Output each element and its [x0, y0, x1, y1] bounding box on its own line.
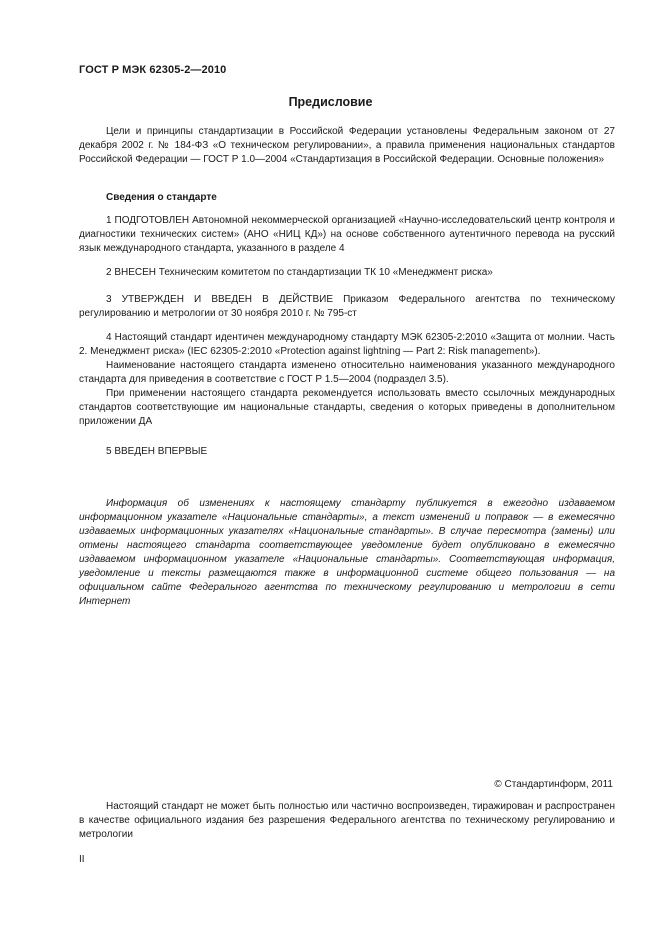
item-3-block	[79, 293, 615, 321]
notice-paragraph: Информация об изменениях к настоящему стандарту публикуется в ежегодно издаваемом информационном указателе «Национальные стандарты», а текст изменений и поправок — в ежемесячно издаваемых информационных указателях «Национальные стандарты». В случае пересмотра (замены) или отмены настоящего стандарта соответствующее уведомление будет опубликовано в ежемесячно издаваемом информационном указателе «Национальные стандарты». Соответствующая информация, уведомление и тексты размещаются также в информационной системе общего пользования — на официальном сайте Федерального агентства по техническому регулированию и метрологии в сети Интернет	[79, 498, 615, 607]
item-3: 3 УТВЕРЖДЕН И ВВЕДЕН В ДЕЙСТВИЕ Приказом Федерального агентства по техническому регулированию и метрологии от 30 ноября 2010 г. № 795-ст	[79, 294, 615, 319]
item-4-block	[79, 331, 615, 429]
item-5-block	[79, 445, 615, 459]
standard-code: ГОСТ Р МЭК 62305-2—2010	[79, 64, 227, 76]
item-1: 1 ПОДГОТОВЛЕН Автономной некоммерческой организацией «Научно-исследовательский центр контроля и диагностики технических систем» (АНО «НИЦ КД») на основе собственного аутентичного перевода на русский язык международного стандарта, указанного в разделе 4	[79, 215, 615, 254]
item-5: 5 ВВЕДЕН ВПЕРВЫЕ	[106, 446, 208, 457]
item-2-block	[79, 266, 615, 280]
item-2: 2 ВНЕСЕН Техническим комитетом по стандартизации ТК 10 «Менеджмент риска»	[106, 267, 493, 278]
page-number: II	[79, 854, 85, 865]
item-1-block	[79, 214, 615, 256]
info-heading: Сведения о стандарте	[106, 192, 217, 203]
item-4: 4 Настоящий стандарт идентичен международному стандарту МЭК 62305-2:2010 «Защита от молнии. Часть 2. Менеджмент риска» (IEC 62305-2:2010 «Protection against lightning — Part 2: Risk management»).	[79, 332, 615, 357]
item-4-application: При применении настоящего стандарта рекомендуется использовать вместо ссылочных международных стандартов соответствующие им национальные стандарты, сведения о которых приведены в дополнительном приложении ДА	[79, 388, 615, 427]
intro-block	[79, 125, 615, 167]
intro-paragraph: Цели и принципы стандартизации в Российской Федерации установлены Федеральным законом от 27 декабря 2002 г. № 184-ФЗ «О техническом регулировании», а правила применения национальных стандартов Российской Федерации — ГОСТ Р 1.0—2004 «Стандартизация в Российской Федерации. Основные положения»	[79, 126, 615, 165]
copyright: © Стандартинформ, 2011	[494, 779, 613, 790]
item-4-rename: Наименование настоящего стандарта изменено относительно наименования указанного международного стандарта для приведения в соответствие с ГОСТ Р 1.5—2004 (подраздел 3.5).	[79, 360, 615, 385]
info-heading-block	[79, 191, 615, 205]
notice-block	[79, 497, 615, 609]
rights-block	[79, 800, 615, 842]
rights-paragraph: Настоящий стандарт не может быть полностью или частично воспроизведен, тиражирован и распространен в качестве официального издания без разрешения Федерального агентства по техническому регулированию и метрологии	[79, 801, 615, 840]
page-title: Предисловие	[288, 95, 373, 109]
